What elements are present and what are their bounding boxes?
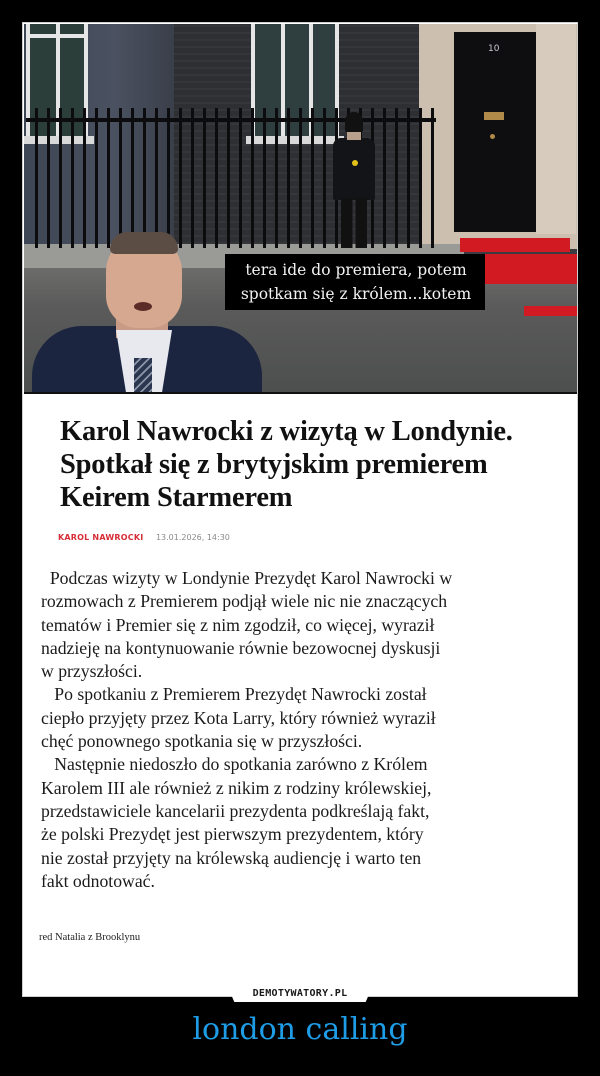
demotivator-frame	[22, 22, 578, 997]
article-headline: Karol Nawrocki z wizytą w Londynie. Spotkał się z brytyjskim premierem Keirem Starmerem	[60, 416, 513, 513]
demotywatory-watermark[interactable]: DEMOTYWATORY.PL	[252, 988, 348, 999]
text-line: ciepło przyjęty przez Kota Larry, który również wyraził	[41, 707, 436, 728]
red-carpet	[524, 306, 577, 316]
text-line: rozmowach z Premierem podjął wiele nic nie znaczących	[41, 591, 448, 612]
article-meta	[58, 533, 230, 542]
text-line: Karolem III ale również z nikim z rodziny królewskiej,	[41, 777, 432, 798]
text-line: Podczas wizyty w Londynie Prezydęt Karol Nawrocki w	[41, 568, 453, 588]
text-line: nadzieję na kontynuowanie równie bezowocnej dyskusji	[41, 637, 441, 658]
text-line: w przyszłości.	[41, 661, 143, 682]
article-date: 13.01.2026, 14:30	[155, 533, 230, 542]
text-line: fakt odnotować.	[41, 870, 155, 891]
meme-title: london calling	[192, 1012, 408, 1047]
text-line: Następnie niedoszło do spotkania zarówno z Królem	[41, 754, 428, 775]
pillar	[536, 24, 576, 234]
caption-line: tera ide do premiera, potem	[245, 261, 467, 279]
red-carpet	[460, 238, 570, 252]
article-author: KAROL NAWROCKI	[58, 533, 144, 542]
text-line: nie został przyjęty na królewską audiencję i warto ten	[41, 847, 422, 868]
red-carpet	[476, 254, 577, 284]
text-line: chęć ponownego spotkania się w przyszłości.	[41, 731, 363, 752]
article-body	[41, 567, 566, 893]
caption-line: spotkam się z królem...kotem	[240, 285, 472, 303]
door-knob	[490, 134, 495, 139]
police-helmet-icon	[345, 112, 363, 132]
letterbox	[484, 112, 504, 120]
article-byline: red Natalia z Brooklynu	[39, 932, 141, 943]
police-officer	[331, 112, 377, 252]
text-line: tematów i Premier się z nim zgodził, co więcej, wyraził	[41, 614, 435, 635]
article-paragraph	[41, 753, 566, 893]
door-number: 10	[488, 44, 500, 54]
black-door	[454, 32, 536, 232]
text-line: że polski Prezydęt jest pierwszym prezydentem, który	[41, 824, 424, 845]
text-line: Po spotkaniu z Premierem Prezydęt Nawrocki został	[41, 684, 427, 705]
article-paragraph	[41, 567, 566, 683]
article-paragraph	[41, 683, 566, 753]
meme-caption	[225, 254, 485, 310]
article-photo	[24, 24, 577, 394]
text-line: przedstawiciele kancelarii prezydenta podkreślają fakt,	[41, 800, 430, 821]
